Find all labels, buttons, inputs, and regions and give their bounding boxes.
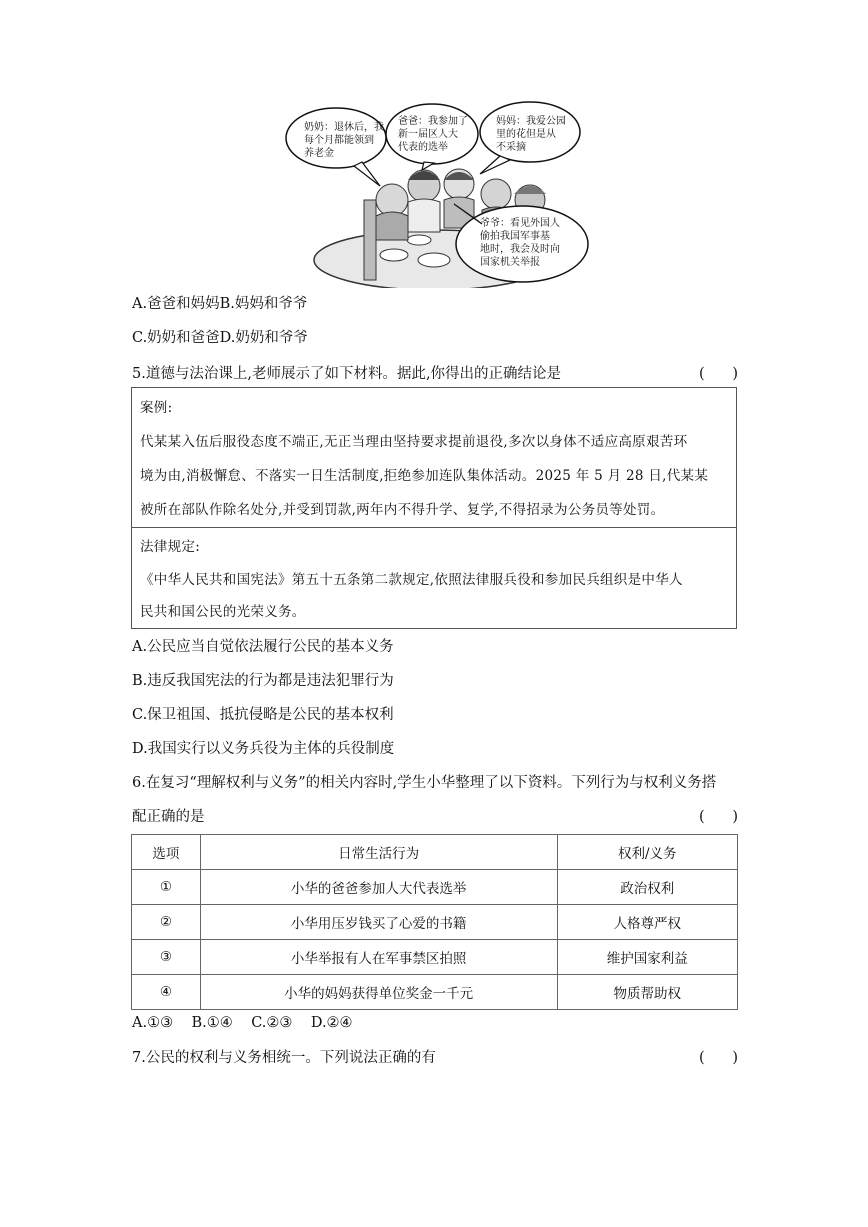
law-label: 法律规定:: [140, 539, 201, 555]
bubble-grandpa-line1: 爷爷：看见外国人: [480, 218, 560, 229]
bubble-mom-line3: 不采摘: [496, 142, 526, 153]
bubble-dad-line2: 新一届区人大: [398, 129, 458, 140]
header-option: 选项: [132, 835, 201, 870]
q5-material-box: [131, 387, 737, 629]
case-line-2: 境为由,消极懈怠、不落实一日生活制度,拒绝参加连队集体活动。2025 年 5 月 28 日,代某某: [140, 468, 709, 484]
bubble-grandma-line1: 奶奶：退休后，我: [304, 122, 384, 133]
table-row: [132, 905, 738, 940]
row-right-duty: 物质帮助权: [557, 975, 737, 1010]
row-behavior: 小华举报有人在军事禁区拍照: [200, 940, 557, 975]
q6-answer-paren: ( ): [699, 809, 738, 825]
q5-answer-paren: ( ): [699, 366, 738, 382]
row-right-duty: 人格尊严权: [557, 905, 737, 940]
q4-option-ab: A.爸爸和妈妈B.妈妈和爷爷: [132, 296, 308, 312]
case-line-1: 代某某入伍后服役态度不端正,无正当理由坚持要求提前退役,多次以身体不适应高原艰苦环: [140, 434, 688, 450]
row-behavior: 小华用压岁钱买了心爱的书籍: [200, 905, 557, 940]
case-label: 案例:: [140, 400, 173, 416]
q5-option-a: A.公民应当自觉依法履行公民的基本义务: [132, 639, 394, 655]
bubble-grandpa-line2: 偷拍我国军事基: [480, 231, 550, 242]
q6-stem-line2: 配正确的是: [132, 809, 205, 825]
row-right-duty: 政治权利: [557, 870, 737, 905]
bubble-mom-line1: 妈妈：我爱公园: [496, 116, 566, 127]
row-number: ②: [132, 905, 201, 940]
family-dinner-illustration: [284, 100, 590, 288]
family-dinner-image: [284, 100, 590, 288]
law-line-2: 民共和国公民的光荣义务。: [140, 604, 306, 620]
header-behavior: 日常生活行为: [200, 835, 557, 870]
q5-option-c: C.保卫祖国、抵抗侵略是公民的基本权利: [132, 707, 394, 723]
table-header-row: [132, 835, 738, 870]
row-behavior: 小华的爸爸参加人大代表选举: [200, 870, 557, 905]
row-number: ③: [132, 940, 201, 975]
q7-stem: 7.公民的权利与义务相统一。下列说法正确的有: [132, 1050, 436, 1066]
q5-stem: 5.道德与法治课上,老师展示了如下材料。据此,你得出的正确结论是: [132, 366, 562, 382]
row-right-duty: 维护国家利益: [557, 940, 737, 975]
bubble-grandma-line3: 养老金: [304, 148, 334, 159]
bubble-dad-line3: 代表的选举: [398, 142, 448, 153]
material-divider: [132, 527, 736, 528]
case-line-3: 被所在部队作除名处分,并受到罚款,两年内不得升学、复学,不得招录为公务员等处罚。: [140, 502, 665, 518]
q5-option-b: B.违反我国宪法的行为都是违法犯罪行为: [132, 673, 394, 689]
bubble-mom-line2: 里的花但是从: [496, 129, 556, 140]
law-line-1: 《中华人民共和国宪法》第五十五条第二款规定,依照法律服兵役和参加民兵组织是中华人: [140, 572, 683, 588]
row-number: ①: [132, 870, 201, 905]
q4-option-cd: C.奶奶和爸爸D.奶奶和爷爷: [132, 330, 308, 346]
row-behavior: 小华的妈妈获得单位奖金一千元: [200, 975, 557, 1010]
row-number: ④: [132, 975, 201, 1010]
table-row: [132, 870, 738, 905]
q6-stem-line1: 6.在复习“理解权利与义务”的相关内容时,学生小华整理了以下资料。下列行为与权利义务搭: [132, 775, 717, 791]
q7-answer-paren: ( ): [699, 1050, 738, 1066]
q6-rights-table: [131, 834, 738, 1010]
table-row: [132, 975, 738, 1010]
bubble-grandpa-line4: 国家机关举报: [480, 257, 540, 268]
header-right-duty: 权利/义务: [557, 835, 737, 870]
q6-answer-options: A.①③ B.①④ C.②③ D.②④: [132, 1015, 353, 1031]
table-row: [132, 940, 738, 975]
bubble-dad-line1: 爸爸：我参加了: [398, 116, 468, 127]
bubble-grandma-line2: 每个月都能领到: [304, 135, 374, 146]
bubble-grandpa-line3: 地时，我会及时向: [480, 244, 560, 255]
q5-option-d: D.我国实行以义务兵役为主体的兵役制度: [132, 741, 395, 757]
